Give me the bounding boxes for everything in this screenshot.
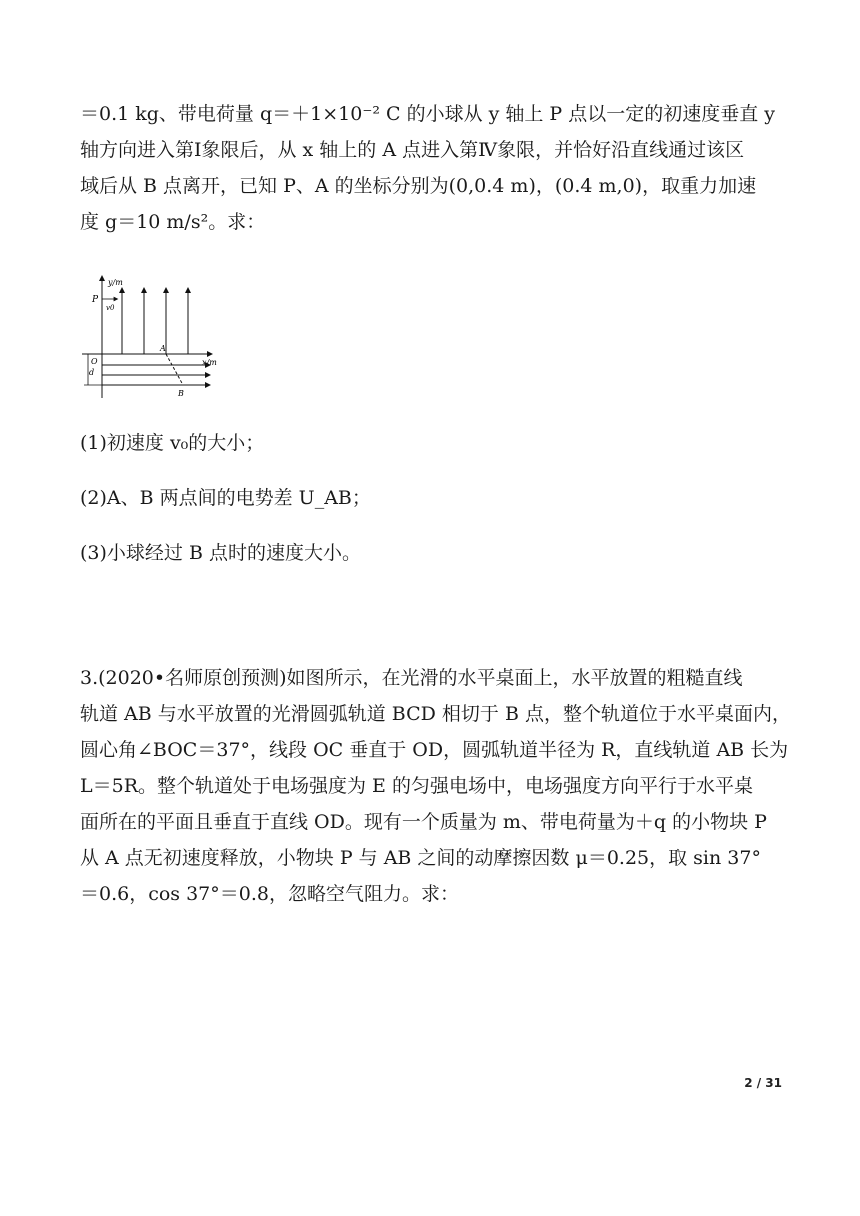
question-1: (1)初速度 v₀的大小； [80, 432, 265, 454]
problem-3-line-4: L＝5R。整个轨道处于电场强度为 E 的匀强电场中，电场强度方向平行于水平桌 [80, 775, 753, 797]
question-3: (3)小球经过 B 点时的速度大小。 [80, 542, 361, 564]
problem-3-line-7: ＝0.6，cos 37°＝0.8，忽略空气阻力。求： [80, 883, 459, 905]
point-P-label: P [92, 295, 99, 305]
point-A-label: A [160, 344, 166, 353]
path-A-to-B [166, 354, 183, 385]
field-diagram-svg [80, 268, 230, 400]
problem-3-line-5: 面所在的平面且垂直于直线 OD。现有一个质量为 m、带电荷量为＋q 的小物块 P [80, 811, 767, 833]
problem-2-line-1: ＝0.1 kg、带电荷量 q＝＋1×10⁻² C 的小球从 y 轴上 P 点以一定的初速度垂直 y [80, 103, 776, 125]
point-B-label: B [178, 389, 184, 398]
velocity-label: v0 [106, 304, 115, 312]
problem-3-line-3: 圆心角∠BOC＝37°，线段 OC 垂直于 OD，圆弧轨道半径为 R，直线轨道 AB 长为 [80, 739, 789, 761]
distance-label: d [89, 368, 95, 377]
problem-3-text [80, 660, 791, 912]
origin-label: O [91, 357, 98, 366]
page-number: 2 / 31 [744, 1076, 782, 1090]
problem-2-line-2: 轴方向进入第Ⅰ象限后，从 x 轴上的 A 点进入第Ⅳ象限，并恰好沿直线通过该区 [80, 139, 745, 161]
problem-3-line-1: 3.(2020•名师原创预测)如图所示，在光滑的水平桌面上，水平放置的粗糙直线 [80, 667, 743, 689]
problem-3-line-2: 轨道 AB 与水平放置的光滑圆弧轨道 BCD 相切于 B 点，整个轨道位于水平桌面内， [80, 703, 791, 725]
problem-3-line-6: 从 A 点无初速度释放，小物块 P 与 AB 之间的动摩擦因数 μ＝0.25，取 sin 37° [80, 847, 761, 869]
field-diagram [80, 268, 230, 400]
problem-2-text [80, 96, 785, 240]
question-2: (2)A、B 两点间的电势差 U_AB； [80, 487, 371, 509]
problem-2-line-4: 度 g＝10 m/s²。求： [80, 211, 266, 233]
problem-2-line-3: 域后从 B 点离开，已知 P、A 的坐标分别为(0,0.4 m)，(0.4 m,0)，取重力加速 [80, 175, 757, 197]
x-axis-label: x/m [202, 358, 217, 367]
y-axis-label: y/m [108, 278, 123, 287]
